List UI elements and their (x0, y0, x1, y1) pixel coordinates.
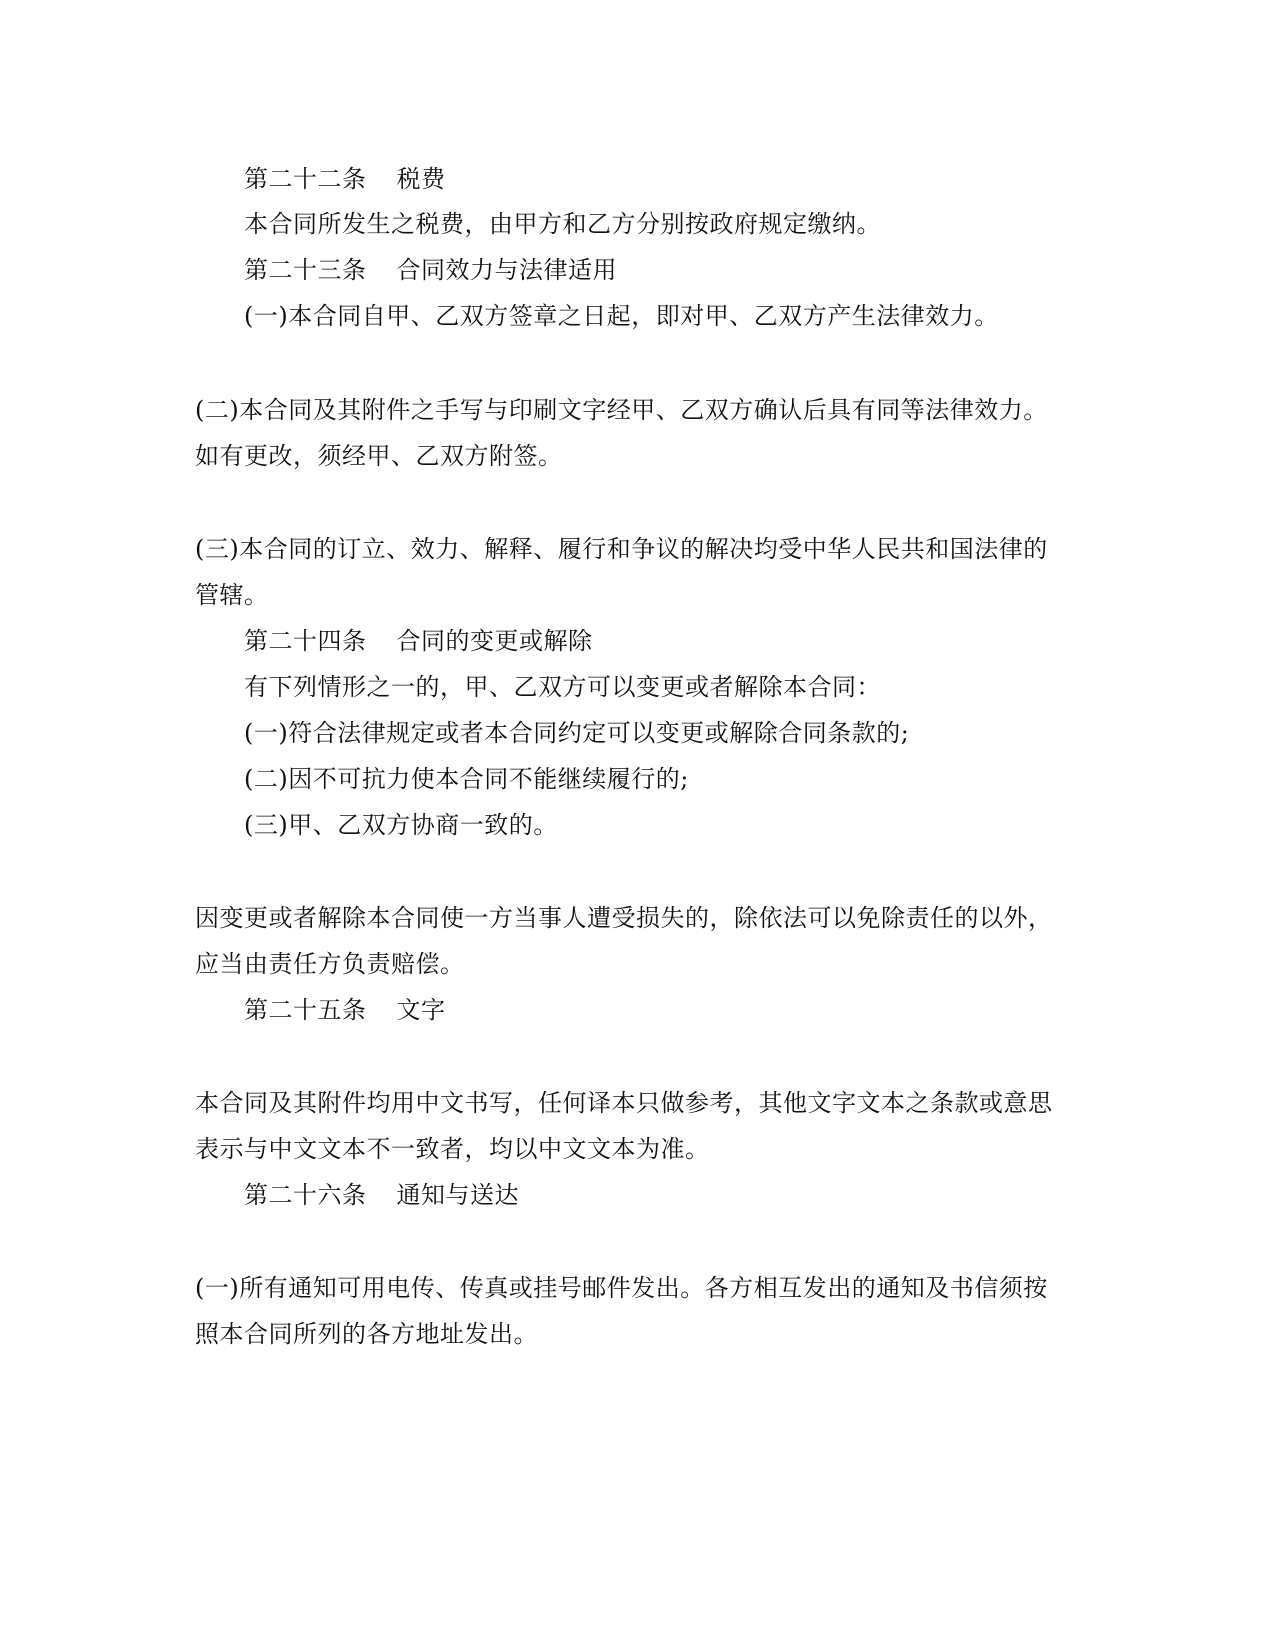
article-26-item-1-line-2: 照本合同所列的各方地址发出。 (195, 1320, 538, 1348)
article-23-item-3-line-2: 管辖。 (195, 581, 269, 609)
article-25-number: 第二十五条 (244, 996, 367, 1024)
article-23-item-3-line-1: (三)本合同的订立、效力、解释、履行和争议的解决均受中华人民共和国法律的 (195, 535, 1048, 563)
article-24-item-3: (三)甲、乙双方协商一致的。 (244, 811, 558, 839)
article-24-intro: 有下列情形之一的，甲、乙双方可以变更或者解除本合同： (244, 673, 881, 701)
article-25-heading (244, 995, 446, 1025)
article-23-heading (244, 255, 617, 285)
article-24-heading (244, 626, 593, 656)
article-24-title: 合同的变更或解除 (396, 627, 593, 655)
article-23-item-1: (一)本合同自甲、乙双方签章之日起，即对甲、乙双方产生法律效力。 (244, 302, 999, 330)
article-25-body-line-1: 本合同及其附件均用中文书写，任何译本只做参考，其他文字文本之条款或意思 (195, 1089, 1053, 1117)
article-22-title: 税费 (396, 165, 446, 193)
article-26-title: 通知与送达 (396, 1181, 519, 1209)
article-25-body-line-2: 表示与中文文本不一致者，均以中文文本为准。 (195, 1135, 710, 1163)
article-22-number: 第二十二条 (244, 165, 367, 193)
article-24-tail-line-2: 应当由责任方负责赔偿。 (195, 950, 465, 978)
article-26-number: 第二十六条 (244, 1181, 367, 1209)
article-24-item-2: (二)因不可抗力使本合同不能继续履行的; (244, 765, 689, 793)
article-22-body: 本合同所发生之税费，由甲方和乙方分别按政府规定缴纳。 (244, 210, 881, 238)
article-22-heading (244, 164, 446, 194)
article-26-heading (244, 1180, 519, 1210)
article-23-item-2-line-1: (二)本合同及其附件之手写与印刷文字经甲、乙双方确认后具有同等法律效力。 (195, 396, 1048, 424)
article-24-item-1: (一)符合法律规定或者本合同约定可以变更或解除合同条款的; (244, 719, 910, 747)
article-26-item-1-line-1: (一)所有通知可用电传、传真或挂号邮件发出。各方相互发出的通知及书信须按 (195, 1274, 1048, 1302)
article-25-title: 文字 (396, 996, 446, 1024)
article-24-number: 第二十四条 (244, 627, 367, 655)
article-23-item-2-line-2: 如有更改，须经甲、乙双方附签。 (195, 442, 563, 470)
article-23-title: 合同效力与法律适用 (396, 256, 617, 284)
article-23-number: 第二十三条 (244, 256, 367, 284)
article-24-tail-line-1: 因变更或者解除本合同使一方当事人遭受损失的，除依法可以免除责任的以外， (195, 904, 1053, 932)
